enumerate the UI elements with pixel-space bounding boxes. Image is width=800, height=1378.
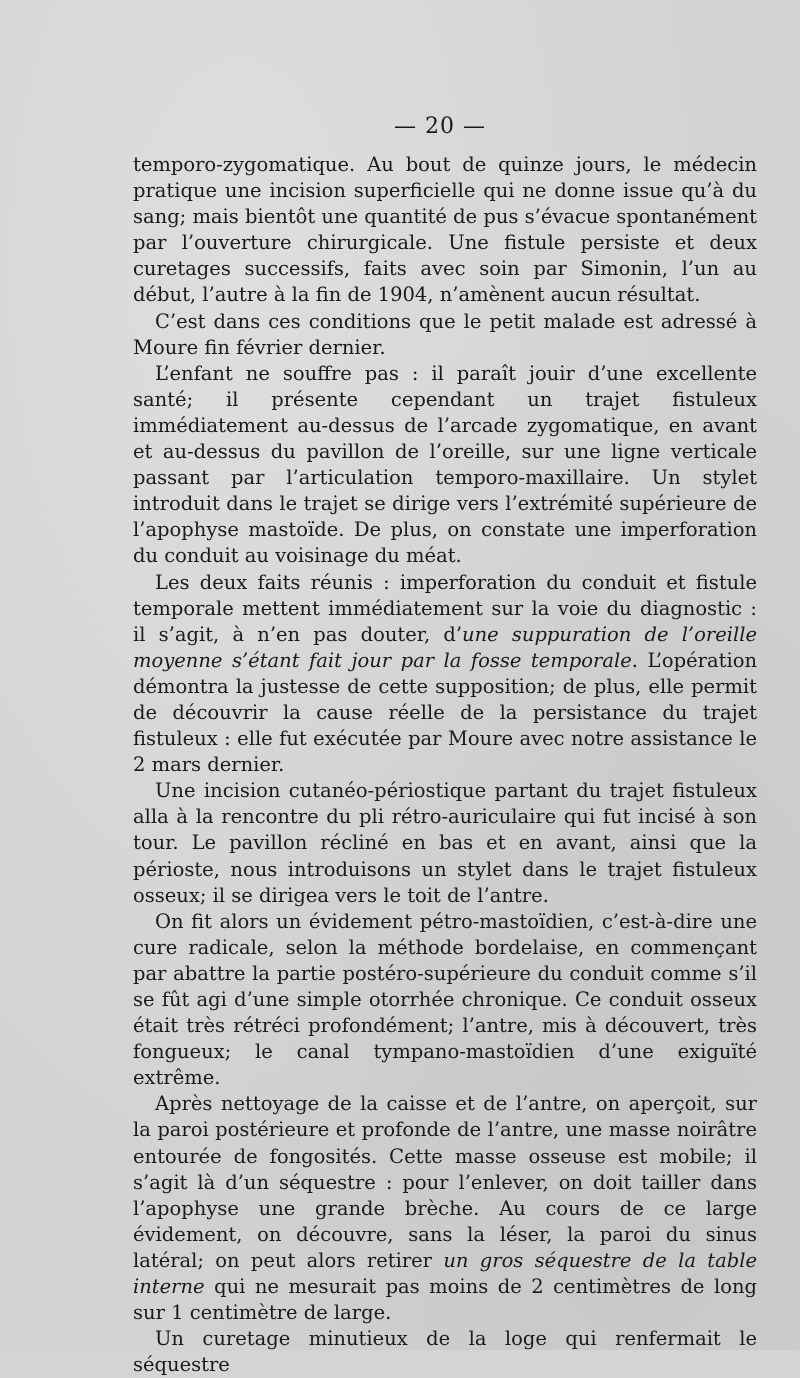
page-number: — 20 — xyxy=(394,114,486,139)
paragraph-2-text: C’est dans ces conditions que le petit malade est adressé à Moure fin février dernier. xyxy=(133,309,757,359)
paragraph-4-text-a: Les deux faits réunis : imperforation du conduit et fistule temporale mettent immédiatement sur la voie du diagnostic : il s’agit, à n’en pas douter, d’ xyxy=(133,570,757,646)
body-text xyxy=(133,152,757,1378)
paragraph-4-italic: une suppuration de l’oreille moyenne s’étant fait jour par la fosse temporale xyxy=(133,622,757,672)
paragraph-7 xyxy=(133,1091,757,1326)
paragraph-2 xyxy=(133,309,757,361)
paragraph-8 xyxy=(133,1326,757,1378)
paragraph-1-text: temporo-zygomatique. Au bout de quinze jours, le médecin pratique une incision superficielle qui ne donne issue qu’à du sang; mais bientôt une quantité de pus s’évacue spontanément par l’ouverture chirurgicale. Une fistule persiste et deux curetages successifs, faits avec soin par Simonin, l’un au début, l’autre à la fin de 1904, n’amènent aucun résultat. xyxy=(133,153,758,307)
paragraph-1 xyxy=(133,152,757,309)
paragraph-6-text: On fit alors un évidement pétro-mastoïdien, c’est-à-dire une cure radicale, selon la méthode bordelaise, en commençant par abattre la partie postéro-supérieure du conduit comme s’il se fût agi d’une simple otorrhée chronique. Ce conduit osseux était très rétréci profondément; l’antre, mis à découvert, très fongueux; le canal tympano-mastoïdien d’une exiguïté extrême. xyxy=(133,909,757,1090)
paragraph-5-text: Une incision cutanéo-périostique partant du trajet fistuleux alla à la rencontre du pli rétro-auriculaire qui fut incisé à son tour. Le pavillon récliné en bas et en avant, ainsi que la périoste, nous introduisons un stylet dans le trajet fistuleux osseux; il se dirigea vers le toit de l’antre. xyxy=(133,779,757,907)
paragraph-6 xyxy=(133,909,757,1092)
paragraph-3-text: L’enfant ne souffre pas : il paraît jouir d’une excellente santé; il présente cependant un trajet fistuleux immédiatement au-dessus de l’arcade zygomatique, en avant et au-dessus du pavillon de l’oreille, sur une ligne verticale passant par l’articulation temporo-maxillaire. Un stylet introduit dans le trajet se dirige vers l’extrémité supérieure de l’apophyse mastoïde. De plus, on constate une imperforation du conduit au voisinage du méat. xyxy=(133,361,757,568)
paragraph-7-text-b: qui ne mesurait pas moins de 2 centimètres de long sur 1 centimètre de large. xyxy=(133,1275,757,1325)
paragraph-7-text-a: Après nettoyage de la caisse et de l’antre, on aperçoit, sur la paroi postérieure et profonde de l’antre, une masse noirâtre entourée de fongosités. Cette masse osseuse est mobile; il s’agit là d’un séquestre : pour l’enlever, on doit tailler dans l’apophyse une grande brèche. Au cours de ce large évidement, on découvre, sans la léser, la paroi du sinus latéral; on peut alors retirer xyxy=(133,1092,757,1272)
paragraph-8-text: Un curetage minutieux de la loge qui renfermait le séquestre xyxy=(133,1327,757,1377)
paragraph-4-text-b: . L’opération démontra la justesse de cette supposition; de plus, elle permit de découvrir la cause réelle de la persistance du trajet fistuleux : elle fut exécutée par Moure avec notre assistance le 2 mars dernier. xyxy=(133,648,758,777)
paragraph-5 xyxy=(133,778,757,908)
paragraph-7-italic: un gros séquestre de la table interne xyxy=(133,1248,757,1299)
paragraph-3 xyxy=(133,361,757,570)
paragraph-4 xyxy=(133,570,757,779)
